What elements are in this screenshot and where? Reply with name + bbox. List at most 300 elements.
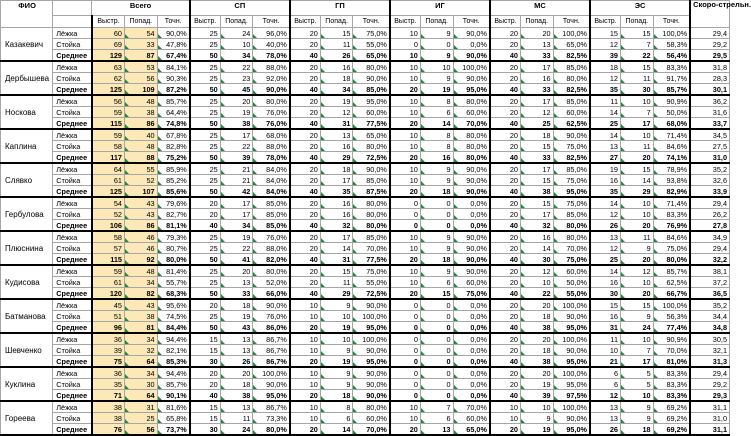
cell-value: 80,0%: [666, 254, 688, 264]
row-label: Стойка: [53, 107, 92, 118]
formula-marker-icon: [421, 294, 425, 298]
cell-value: 90,0%: [366, 164, 387, 174]
value-cell: [290, 424, 320, 436]
formula-marker-icon: [554, 328, 558, 332]
formula-marker-icon: [221, 34, 225, 38]
formula-marker-icon: [554, 124, 558, 128]
cell-value: 58,3%: [666, 39, 688, 49]
cell-value: 10: [409, 28, 418, 38]
cell-value: 40: [309, 50, 318, 60]
value-cell: [490, 277, 520, 288]
cell-value: 17: [542, 164, 551, 174]
formula-marker-icon: [421, 170, 425, 174]
formula-marker-icon: [421, 249, 425, 253]
formula-marker-icon: [158, 102, 162, 106]
formula-marker-icon: [421, 419, 425, 423]
formula-marker-icon: [621, 362, 625, 366]
cell-value: 73,3%: [266, 413, 287, 423]
cell-value: 87,2%: [166, 84, 187, 94]
speed-cell: [690, 84, 729, 96]
person-name: Кудисова: [1, 265, 53, 299]
formula-marker-icon: [654, 238, 658, 242]
value-cell: [125, 107, 158, 118]
cell-value: 8: [446, 141, 451, 151]
cell-value: 78,9%: [666, 164, 688, 174]
value-cell: [92, 141, 125, 152]
value-cell: [253, 107, 290, 118]
cell-value: 40: [309, 118, 318, 128]
value-cell: [353, 379, 390, 390]
value-cell: [353, 197, 390, 209]
cell-value: 20: [509, 424, 518, 434]
formula-marker-icon: [554, 396, 558, 400]
cell-value: 100,0%: [562, 334, 588, 344]
cell-value: 30: [146, 379, 155, 389]
formula-marker-icon: [421, 374, 425, 378]
formula-marker-icon: [353, 419, 357, 423]
value-cell: [453, 367, 490, 379]
value-cell: [621, 243, 654, 254]
value-cell: [490, 231, 520, 243]
speed-cell: [690, 299, 729, 311]
value-cell: [453, 73, 490, 84]
formula-marker-icon: [421, 181, 425, 185]
cell-value: 100,0%: [362, 311, 387, 321]
value-cell: [253, 231, 290, 243]
value-cell: [621, 28, 654, 39]
formula-marker-icon: [125, 56, 129, 60]
formula-marker-icon: [521, 317, 525, 321]
cell-value: 59: [113, 130, 122, 140]
subheader-cell: Точн.: [353, 16, 390, 28]
formula-marker-icon: [621, 192, 625, 196]
value-cell: [157, 84, 190, 96]
cell-value: 25: [209, 243, 218, 253]
value-cell: [653, 243, 690, 254]
cell-value: 80,0%: [366, 402, 387, 412]
formula-marker-icon: [454, 170, 458, 174]
value-cell: [190, 39, 220, 50]
formula-marker-icon: [454, 56, 458, 60]
cell-value: 90,0%: [566, 130, 588, 140]
cell-value: 20: [209, 300, 218, 310]
formula-marker-icon: [158, 56, 162, 60]
cell-value: 20: [409, 84, 418, 94]
table-row: [1, 175, 730, 186]
value-cell: [92, 299, 125, 311]
cell-value: 115: [110, 118, 122, 128]
formula-marker-icon: [125, 34, 129, 38]
cell-value: 31,1: [712, 424, 727, 434]
subheader-cell: Точн.: [253, 16, 290, 28]
formula-marker-icon: [353, 102, 357, 106]
cell-value: 0: [413, 39, 418, 49]
value-cell: [353, 209, 390, 220]
formula-marker-icon: [321, 328, 325, 332]
cell-value: 0: [413, 356, 418, 366]
value-cell: [290, 163, 320, 175]
value-cell: [92, 356, 125, 368]
cell-value: 95,0%: [466, 84, 487, 94]
formula-marker-icon: [321, 317, 325, 321]
formula-marker-icon: [554, 34, 558, 38]
cell-value: 20: [209, 379, 218, 389]
value-cell: [520, 390, 553, 402]
formula-marker-icon: [158, 260, 162, 264]
cell-value: 67,8%: [166, 130, 187, 140]
value-cell: [220, 197, 253, 209]
cell-value: 9: [346, 368, 351, 378]
formula-marker-icon: [158, 181, 162, 185]
value-cell: [653, 265, 690, 277]
value-cell: [253, 322, 290, 334]
formula-marker-icon: [353, 238, 357, 242]
cell-value: 90,0%: [266, 379, 287, 389]
value-cell: [621, 390, 654, 402]
cell-value: 34,4: [712, 311, 727, 321]
cell-value: 10: [642, 390, 651, 400]
formula-marker-icon: [253, 90, 257, 94]
value-cell: [553, 345, 590, 356]
value-cell: [353, 390, 390, 402]
formula-marker-icon: [621, 272, 625, 276]
cell-value: 12: [342, 107, 351, 117]
cell-value: 100,0%: [362, 334, 387, 344]
value-cell: [590, 311, 620, 322]
cell-value: 85,3%: [166, 356, 187, 366]
value-cell: [253, 152, 290, 164]
cell-value: 100,0%: [662, 300, 688, 310]
value-cell: [520, 413, 553, 424]
cell-value: 20: [542, 334, 551, 344]
cell-value: 70,0%: [466, 118, 487, 128]
cell-value: 64: [146, 356, 155, 366]
value-cell: [220, 413, 253, 424]
formula-marker-icon: [454, 294, 458, 298]
cell-value: 90,0%: [366, 300, 387, 310]
value-cell: [520, 299, 553, 311]
speed-cell: [690, 379, 729, 390]
formula-marker-icon: [321, 226, 325, 230]
group-header-es: ЭС: [590, 1, 690, 16]
formula-marker-icon: [421, 430, 425, 434]
value-cell: [125, 95, 158, 107]
formula-marker-icon: [421, 34, 425, 38]
value-cell: [190, 141, 220, 152]
formula-marker-icon: [421, 351, 425, 355]
cell-value: 40: [509, 322, 518, 332]
cell-value: 16: [609, 277, 618, 287]
formula-marker-icon: [454, 204, 458, 208]
value-cell: [253, 265, 290, 277]
formula-marker-icon: [353, 408, 357, 412]
value-cell: [220, 84, 253, 96]
cell-value: 85,0%: [566, 96, 588, 106]
cell-value: 80,0%: [566, 220, 588, 230]
cell-value: 69: [113, 39, 122, 49]
value-cell: [253, 50, 290, 62]
cell-value: 10: [642, 277, 651, 287]
value-cell: [125, 322, 158, 334]
speed-cell: [690, 152, 729, 164]
cell-value: 90,0%: [466, 243, 487, 253]
subheader-cell: Попад.: [125, 16, 158, 28]
subheader-cell: Точн.: [653, 16, 690, 28]
cell-value: 20: [509, 107, 518, 117]
cell-value: 100,0%: [462, 62, 487, 72]
value-cell: [157, 367, 190, 379]
cell-value: 10: [409, 73, 418, 83]
formula-marker-icon: [221, 430, 225, 434]
value-cell: [490, 39, 520, 50]
formula-marker-icon: [454, 260, 458, 264]
formula-marker-icon: [253, 124, 257, 128]
cell-value: 62,5%: [566, 118, 588, 128]
value-cell: [220, 107, 253, 118]
cell-value: 50,0%: [666, 107, 688, 117]
cell-value: 12: [609, 390, 618, 400]
value-cell: [190, 197, 220, 209]
cell-value: 10: [309, 413, 318, 423]
formula-marker-icon: [321, 204, 325, 208]
cell-value: 20: [542, 300, 551, 310]
value-cell: [520, 28, 553, 39]
cell-value: 8: [446, 130, 451, 140]
value-cell: [490, 28, 520, 39]
formula-marker-icon: [321, 238, 325, 242]
value-cell: [490, 390, 520, 402]
row-label: Лёжка: [53, 367, 92, 379]
value-cell: [653, 333, 690, 345]
formula-marker-icon: [158, 351, 162, 355]
value-cell: [621, 356, 654, 368]
formula-marker-icon: [554, 317, 558, 321]
formula-marker-icon: [454, 272, 458, 276]
value-cell: [653, 311, 690, 322]
formula-marker-icon: [654, 385, 658, 389]
cell-value: 71,4%: [666, 198, 688, 208]
subheader-cell: Попад.: [621, 16, 654, 28]
value-cell: [92, 95, 125, 107]
formula-marker-icon: [158, 317, 162, 321]
formula-marker-icon: [621, 249, 625, 253]
person-name: Носкова: [1, 95, 53, 129]
cell-value: 34: [342, 84, 351, 94]
table-row: [1, 311, 730, 322]
value-cell: [190, 413, 220, 424]
cell-value: 15: [642, 62, 651, 72]
formula-marker-icon: [353, 306, 357, 310]
cell-value: 30,1: [712, 84, 727, 94]
value-cell: [125, 118, 158, 130]
cell-value: 12: [609, 73, 618, 83]
value-cell: [92, 84, 125, 96]
cell-value: 25: [146, 413, 155, 423]
cell-value: 9: [646, 413, 651, 423]
cell-value: 5: [646, 379, 651, 389]
formula-marker-icon: [654, 124, 658, 128]
value-cell: [520, 231, 553, 243]
value-cell: [320, 129, 353, 141]
value-cell: [390, 413, 420, 424]
cell-value: 30: [209, 424, 218, 434]
cell-value: 20: [509, 73, 518, 83]
speed-cell: [690, 333, 729, 345]
cell-value: 76,9%: [666, 220, 688, 230]
cell-value: 18: [542, 311, 551, 321]
cell-value: 0: [446, 198, 451, 208]
cell-value: 20: [509, 311, 518, 321]
cell-value: 11: [342, 39, 351, 49]
cell-value: 68,0%: [266, 130, 287, 140]
value-cell: [290, 129, 320, 141]
value-cell: [420, 322, 453, 334]
value-cell: [320, 152, 353, 164]
cell-value: 29: [342, 152, 351, 162]
formula-marker-icon: [221, 328, 225, 332]
formula-marker-icon: [621, 102, 625, 106]
formula-marker-icon: [654, 306, 658, 310]
value-cell: [653, 175, 690, 186]
cell-value: 0,0%: [470, 311, 487, 321]
cell-value: 20: [242, 368, 251, 378]
value-cell: [420, 288, 453, 300]
cell-value: 16: [542, 73, 551, 83]
cell-value: 80,0%: [266, 96, 287, 106]
cell-value: 57: [113, 243, 122, 253]
cell-value: 78,0%: [266, 50, 287, 60]
cell-value: 86,7%: [266, 402, 287, 412]
speed-cell: [690, 356, 729, 368]
value-cell: [520, 401, 553, 413]
formula-marker-icon: [521, 136, 525, 140]
formula-marker-icon: [554, 351, 558, 355]
cell-value: 0: [446, 220, 451, 230]
value-cell: [190, 243, 220, 254]
formula-marker-icon: [321, 306, 325, 310]
cell-value: 75,0%: [666, 243, 688, 253]
value-cell: [190, 356, 220, 368]
cell-value: 9: [446, 243, 451, 253]
cell-value: 80,0%: [366, 220, 387, 230]
value-cell: [92, 243, 125, 254]
cell-value: 72,5%: [366, 152, 387, 162]
value-cell: [290, 107, 320, 118]
value-cell: [553, 413, 590, 424]
cell-value: 90,0%: [466, 266, 487, 276]
formula-marker-icon: [221, 306, 225, 310]
value-cell: [320, 288, 353, 300]
cell-value: 19: [442, 84, 451, 94]
row-label: Стойка: [53, 39, 92, 50]
formula-marker-icon: [353, 170, 357, 174]
formula-marker-icon: [253, 430, 257, 434]
cell-value: 32,1: [712, 345, 727, 355]
cell-value: 64: [146, 390, 155, 400]
table-row: [1, 413, 730, 424]
cell-value: 0: [413, 209, 418, 219]
value-cell: [553, 390, 590, 402]
cell-value: 88: [146, 152, 155, 162]
cell-value: 20: [409, 424, 418, 434]
formula-marker-icon: [353, 68, 357, 72]
formula-marker-icon: [125, 260, 129, 264]
cell-value: 10: [409, 175, 418, 185]
cell-value: 14: [342, 424, 351, 434]
value-cell: [92, 73, 125, 84]
cell-value: 100,0%: [562, 402, 588, 412]
value-cell: [520, 209, 553, 220]
row-label: Стойка: [53, 379, 92, 390]
cell-value: 10: [309, 402, 318, 412]
value-cell: [320, 95, 353, 107]
cell-value: 20: [642, 220, 651, 230]
cell-value: 43: [146, 209, 155, 219]
value-cell: [320, 141, 353, 152]
value-cell: [290, 50, 320, 62]
formula-marker-icon: [125, 351, 129, 355]
subheader-cell: Точн.: [157, 16, 190, 28]
value-cell: [125, 390, 158, 402]
formula-marker-icon: [554, 306, 558, 310]
value-cell: [653, 220, 690, 232]
value-cell: [290, 367, 320, 379]
value-cell: [453, 390, 490, 402]
value-cell: [553, 84, 590, 96]
cell-value: 86: [146, 118, 155, 128]
table-row: [1, 333, 730, 345]
cell-value: 88,0%: [266, 62, 287, 72]
table-row: [1, 39, 730, 50]
cell-value: 7: [646, 107, 651, 117]
cell-value: 10: [409, 141, 418, 151]
value-cell: [520, 84, 553, 96]
formula-marker-icon: [158, 79, 162, 83]
formula-marker-icon: [454, 306, 458, 310]
cell-value: 87: [146, 50, 155, 60]
formula-marker-icon: [125, 192, 129, 196]
value-cell: [553, 95, 590, 107]
value-cell: [220, 401, 253, 413]
value-cell: [420, 209, 453, 220]
formula-marker-icon: [421, 192, 425, 196]
formula-marker-icon: [654, 374, 658, 378]
cell-value: 50: [209, 118, 218, 128]
value-cell: [157, 277, 190, 288]
value-cell: [253, 175, 290, 186]
formula-marker-icon: [521, 249, 525, 253]
value-cell: [490, 345, 520, 356]
value-cell: [590, 390, 620, 402]
cell-value: 26: [609, 220, 618, 230]
value-cell: [553, 152, 590, 164]
formula-marker-icon: [654, 283, 658, 287]
formula-marker-icon: [521, 158, 525, 162]
formula-marker-icon: [321, 192, 325, 196]
subheader-cell: Точн.: [453, 16, 490, 28]
value-cell: [520, 288, 553, 300]
value-cell: [553, 118, 590, 130]
value-cell: [92, 28, 125, 39]
cell-value: 18: [609, 62, 618, 72]
fio-header: ФИО: [1, 1, 53, 28]
cell-value: 55,0%: [366, 39, 387, 49]
speed-cell: [690, 129, 729, 141]
formula-marker-icon: [521, 34, 525, 38]
cell-value: 25: [209, 130, 218, 140]
value-cell: [353, 311, 390, 322]
cell-value: 20: [309, 39, 318, 49]
